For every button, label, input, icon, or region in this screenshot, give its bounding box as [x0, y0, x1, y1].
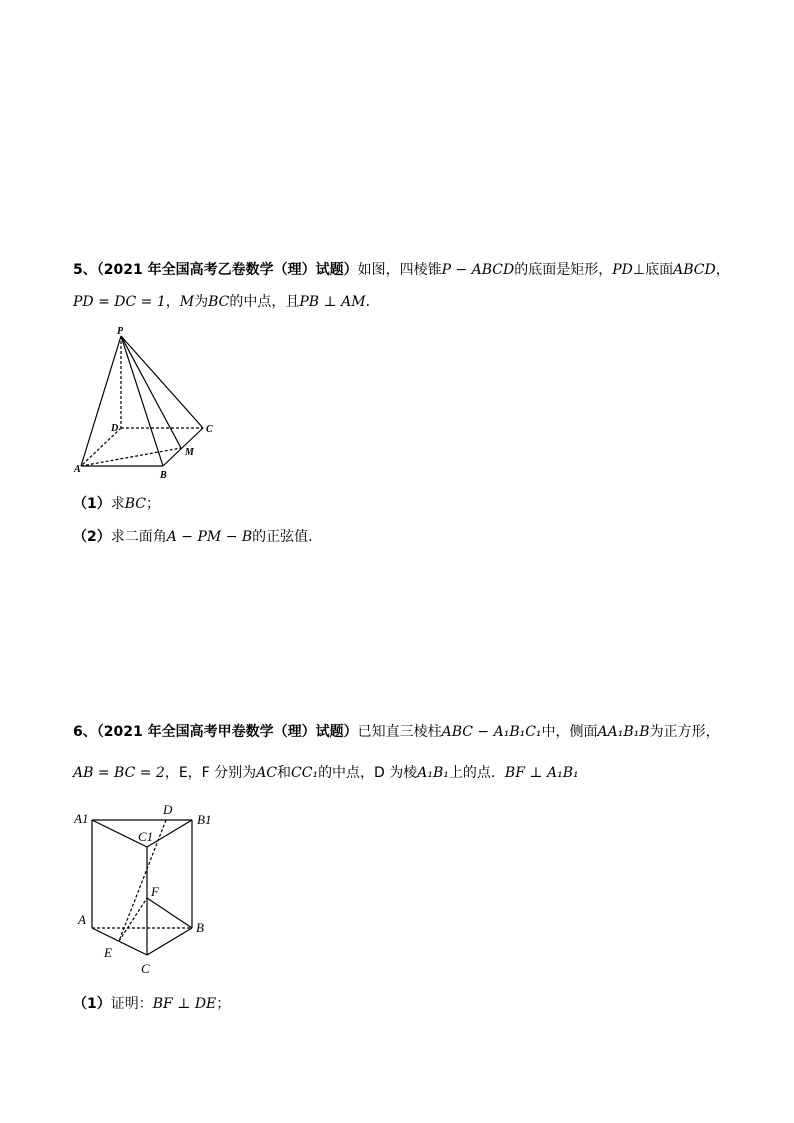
q6-text: ，E，F 分别为 — [164, 765, 257, 781]
q5-part2-text: 求二面角 — [110, 529, 167, 545]
q5-text: ． — [365, 294, 380, 310]
q5-part1-text: 求 — [110, 496, 125, 512]
q6-prism: ABC − A₁B₁C₁ — [441, 724, 542, 740]
q5-math: M — [179, 294, 195, 310]
q5-condition: PD = DC = 1 — [73, 294, 166, 310]
label-A: A — [74, 464, 81, 475]
label-C1: C1 — [138, 829, 154, 844]
q6-text: 的中点，D 为棱 — [318, 765, 418, 781]
label-P: P — [117, 326, 124, 337]
q5-math: BC — [208, 294, 230, 310]
edge-FB — [147, 898, 192, 928]
q6-math: AC — [256, 765, 278, 781]
label-C: C — [141, 961, 150, 976]
label-B: B — [196, 920, 204, 935]
q5-text: 的底面是矩形， — [514, 262, 613, 278]
label-D: D — [111, 423, 119, 434]
q5-number: 5、 — [73, 262, 97, 278]
q6-perp-relation: BF ⊥ A₁B₁ — [504, 765, 579, 781]
q6-intro: 已知直三棱柱 — [357, 724, 442, 740]
label-F: F — [151, 884, 159, 899]
q6-part1-end: ； — [216, 996, 231, 1012]
q5-part1-end: ； — [146, 496, 161, 512]
label-B1: B1 — [197, 812, 212, 827]
label-D: D — [163, 802, 173, 817]
q5-part1-label: （1） — [73, 496, 111, 512]
q5-math: PD — [612, 262, 633, 278]
label-E: E — [104, 945, 112, 960]
q5-perp-symbol: ⊥ — [632, 262, 646, 278]
q6-source: （2021 年全国高考甲卷数学（理）试题） — [96, 724, 358, 740]
q6-text: 为正方形， — [649, 724, 720, 740]
q5-intro: 如图，四棱锥 — [357, 262, 442, 278]
q5-text: 底面 — [645, 262, 674, 278]
q6-text: 中，侧面 — [541, 724, 598, 740]
q6-part1-text: 证明： — [110, 996, 153, 1012]
q5-math: ABCD — [673, 262, 716, 278]
q6-math: CC₁ — [291, 765, 319, 781]
q6-part1 — [73, 994, 230, 1014]
q5-pyramid: P − ABCD — [441, 262, 515, 278]
label-C: C — [206, 424, 213, 435]
q5-part2-label: （2） — [73, 529, 111, 545]
q5-part1-math: BC — [124, 496, 147, 512]
q6-part1-label: （1） — [73, 996, 111, 1012]
q5-part2-end: 的正弦值． — [252, 529, 323, 545]
q5-text: 的中点，且 — [229, 294, 300, 310]
q5-text: ， — [165, 294, 180, 310]
label-A1: A1 — [74, 811, 89, 826]
label-A: A — [78, 912, 86, 927]
q6-number: 6、 — [73, 724, 97, 740]
q6-part1-math: BF ⊥ DE — [152, 996, 217, 1012]
q5-source: （2021 年全国高考乙卷数学（理）试题） — [96, 262, 358, 278]
label-M: M — [185, 447, 194, 458]
q5-text: 为 — [194, 294, 209, 310]
q5-text: ， — [715, 262, 730, 278]
q5-part2-math: A − PM − B — [166, 529, 253, 545]
q6-math: A₁B₁ — [417, 765, 449, 781]
edge-CB — [147, 928, 192, 955]
q6-math: AA₁B₁B — [597, 724, 650, 740]
q6-text: 和 — [277, 765, 292, 781]
edge-C1B1 — [147, 820, 192, 847]
edge-AC — [92, 928, 147, 955]
q6-text: 上的点． — [448, 765, 505, 781]
label-B: B — [160, 470, 167, 481]
q6-condition: AB = BC = 2 — [73, 765, 165, 781]
q5-perp-relation: PB ⊥ AM — [299, 294, 366, 310]
